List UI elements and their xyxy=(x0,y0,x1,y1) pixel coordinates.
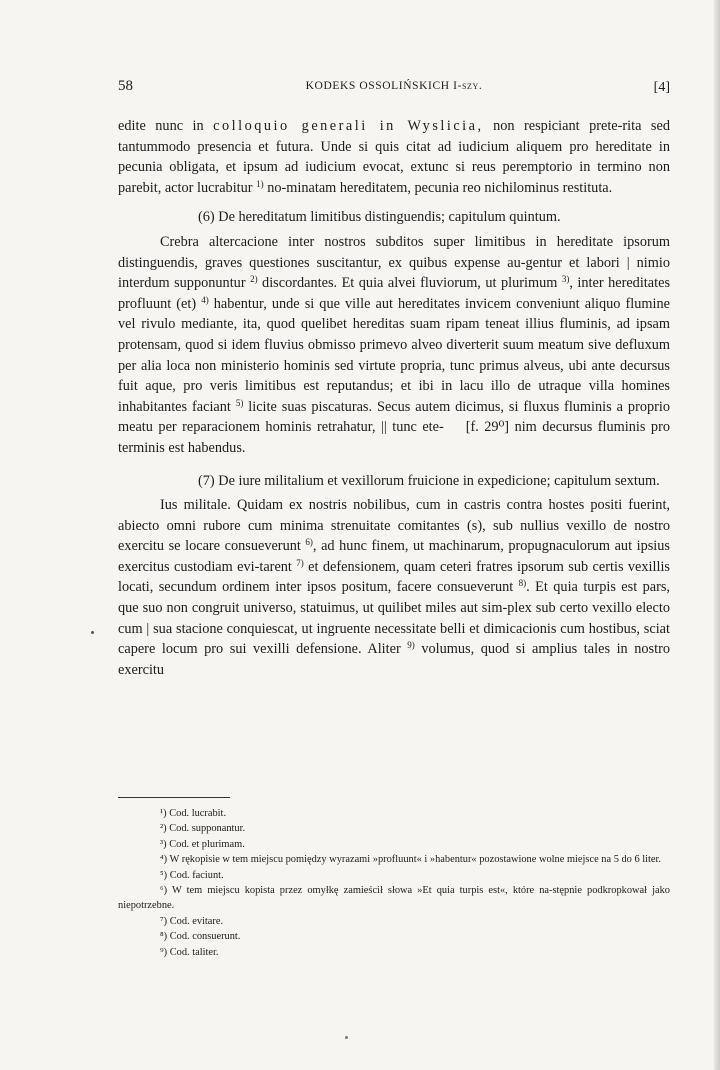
text-run: habentur, unde si que ville aut hereditates invicem conveniunt aliquo flumine vel rivulo mediante, ita, quod quelibet hereditas suam ripam teneat illius fluminis, ad ipsam protensam, quod si idem fluvius obmisso primevo alveo diverterit suum meatum sive defluxum per alia loca non ministerio hominis sed virtute propria, tunc primus alveus, ubi ante decursus fuit aque, pro veris limitibus est reputandus; et ibi in lacu illo de utraque villa homines inhabitantes faciant xyxy=(118,295,670,415)
folio-marker: [f. 29⁰] xyxy=(465,419,510,436)
footnote-text: Cod. supponantur. xyxy=(169,823,246,835)
section-heading-7: (7) De iure militalium et vexillorum fruicione in expedicione; capitulum sextum. xyxy=(198,472,660,489)
text-run: edite nunc in xyxy=(118,118,214,134)
text-run: licite suas piscaturas. Secus autem dicimus, si fluxus fluminis a proprio meatu per reparacionem hominis retrahatur, || tunc ete- xyxy=(118,398,671,436)
page-header xyxy=(118,78,670,100)
footnote xyxy=(118,821,670,836)
footnote-mark: ⁶) xyxy=(160,885,168,897)
footnote-mark: ⁸) xyxy=(160,931,168,943)
running-title: KODEKS OSSOLIŃSKICH I-szy. xyxy=(305,80,483,92)
spaced-text: colloquio generali in Wyslicia, xyxy=(213,118,484,134)
text-run: , ad hunc finem, ut machinarum, propugnaculorum aut ipsius exercitus custodiam evi-tarent xyxy=(118,538,670,575)
footnote xyxy=(118,837,670,852)
footnote-ref: 8) xyxy=(518,578,527,589)
text-run: discordantes. Et quia alvei fluviorum, ut plurimum xyxy=(257,275,562,292)
section-heading-6: (6) De hereditatum limitibus distinguendis; capitulum quintum. xyxy=(198,209,561,226)
footnote-text: Cod. consuerunt. xyxy=(169,931,241,943)
footnote xyxy=(118,914,670,929)
footnote-mark: ⁴) xyxy=(160,854,168,866)
footnote-mark: ⁷) xyxy=(160,915,168,927)
footnote-divider xyxy=(118,797,230,798)
footnote-text: W rękopisie w tem miejscu pomiędzy wyrazami »profluunt« i »habentur« pozostawione wolne miejsce na 5 do 6 liter. xyxy=(169,854,662,866)
footnote xyxy=(118,868,670,883)
footnote-mark: ¹) xyxy=(160,808,167,819)
footnote-ref: 2) xyxy=(250,274,258,285)
page-number: 58 xyxy=(118,78,133,94)
section-number: [4] xyxy=(653,80,670,95)
footnote xyxy=(118,806,670,821)
footnote-text: Cod. et plurimam. xyxy=(169,838,245,850)
footnote-mark: ²) xyxy=(160,823,167,835)
footnote xyxy=(118,883,670,914)
footnote xyxy=(118,929,670,944)
text-run: volumus, quod si amplius tales in nostro exercitu xyxy=(118,641,670,678)
text-run: . Et quia turpis est pars, que suo non congruit universo, statuimus, ut quilibet miles aut sim-plex sub certo vexillo electo cum | sua stacione conquiescat, ut ingruente necessitate belli et dimicacionis cum hostibus, sciat capere locum pro sui vexilli defensione. Aliter xyxy=(118,579,670,658)
footnote-ref: 7) xyxy=(296,557,304,568)
text-run: et defensionem, quam ceteri fratres ipsorum sub certis vexillis locati, secundum ordinem inter ipsos positum, facere consueverunt xyxy=(118,558,670,596)
text-run: no-minatam hereditatem, pecunia reo nichilominus restituta. xyxy=(263,179,613,196)
footnote-ref: 5) xyxy=(235,397,244,408)
footnote-ref: 6) xyxy=(305,537,313,548)
paragraph-2 xyxy=(118,232,670,459)
text-run: nim decursus fluminis pro terminis est habendus. xyxy=(118,419,670,456)
text-run: Crebra altercacione inter nostros subditos super limitibus in hereditate ipsorum distinguendis, graves questiones suscitantur, ex quibus expense au-gentur et labori | nimio interdum supponuntur xyxy=(118,233,670,292)
footnote-mark: ³) xyxy=(160,838,167,850)
text-run: Ius militale. Quidam ex nostris nobilibus, cum in castris contra hostes positi fuerint, abiecto omni rubore cum minima strenuitate comitantes (s), sub nullius vexillo de nostro exercitu se locare consueverunt xyxy=(118,497,670,555)
main-text xyxy=(118,116,670,680)
footnote-text: Cod. lucrabit. xyxy=(169,808,227,819)
footnote xyxy=(118,945,670,960)
page-edge xyxy=(714,0,720,1070)
paragraph-3 xyxy=(118,495,670,680)
text-run: non respiciant prete-rita sed tantummodo presencia et futura. Unde si quis citat ad iudicium aliquem pro hereditate in pecunia obligata, et ipsum ad iudicium evocat, extunc si reus peremptorio in termino non parebit, actor lucrabitur xyxy=(118,118,670,196)
footnote-text: Cod. faciunt. xyxy=(169,869,224,881)
footnote-ref: 4) xyxy=(201,294,209,305)
text-run: , inter hereditates profluunt (et) xyxy=(118,275,671,312)
footnote-ref: 1) xyxy=(256,178,264,189)
paragraph-1 xyxy=(118,116,670,198)
footnote-ref: 3) xyxy=(561,274,570,285)
footnotes xyxy=(118,806,670,960)
bottom-speck xyxy=(345,1036,348,1039)
footnote xyxy=(118,852,670,867)
footnote-mark: ⁹) xyxy=(160,946,168,958)
footnote-text: W tem miejscu kopista przez omyłkę zamieścił słowa »Et quia turpis est«, które na-stępnie podkropkował jako niepotrzebne. xyxy=(118,885,670,912)
footnote-text: Cod. evitare. xyxy=(169,915,224,927)
margin-speck xyxy=(91,631,94,634)
footnote-mark: ⁵) xyxy=(160,869,168,881)
footnote-text: Cod. taliter. xyxy=(169,946,219,958)
footnote-ref: 9) xyxy=(407,640,415,651)
